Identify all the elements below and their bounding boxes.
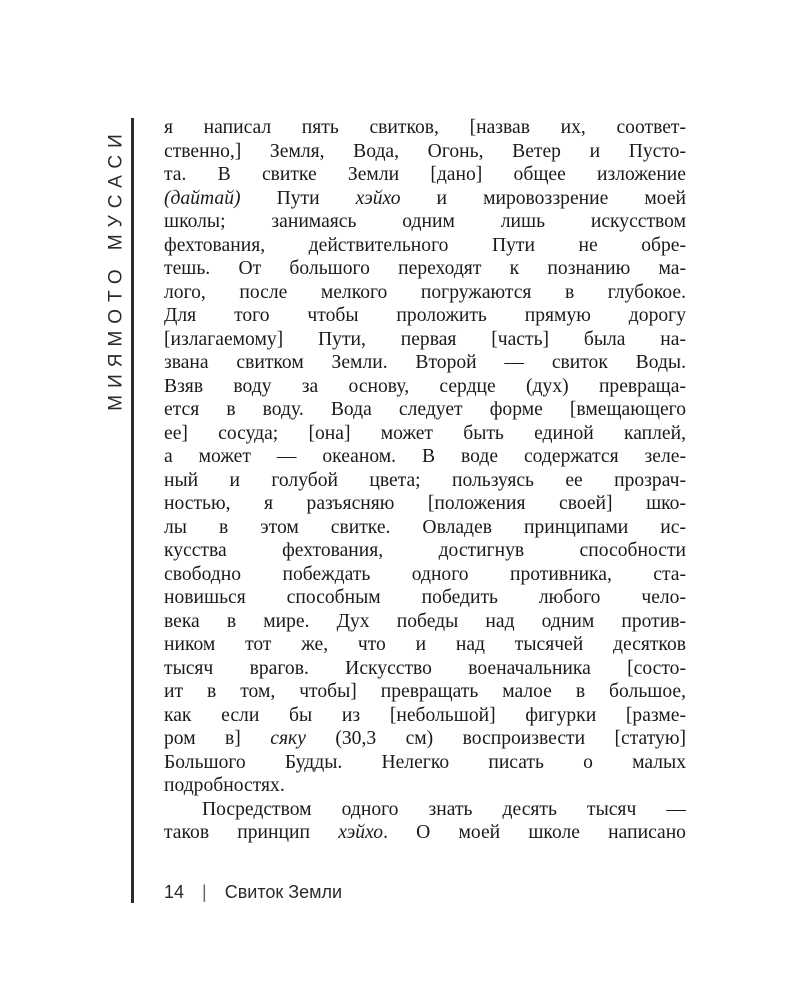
text-line: (дайтай) Пути хэйхо и мировоззрение моей [164,187,687,209]
text-line: а может — океаном. В воде содержатся зеле- [164,446,686,467]
running-head-text: МИЯМОТО МУСАСИ [106,127,127,411]
text-line: ностью, я разъясняю [положения своей] шко- [164,493,686,514]
text-line: Посредством одного знать десять тысяч — [202,798,686,820]
text-line: ный и голубой цвета; пользуясь ее прозрач- [164,469,686,491]
text-line: лы в этом свитке. Овладев принципами ис- [164,516,686,538]
text-line: ником тот же, что и над тысячей десятков [164,634,686,655]
text-line: Для того чтобы проложить прямую дорогу [164,305,686,326]
text-line: ит в том, чтобы] превращать малое в большое, [164,681,686,702]
footer-separator: | [202,882,207,902]
text-line: лого, после мелкого погружаются в глубокое. [164,281,686,303]
text-line: тешь. От большого переходят к познанию ма- [164,258,686,279]
text-line: тысяч врагов. Искусство военачальника [состо- [164,657,686,679]
text-line: Взяв воду за основу, сердце (дух) превраща- [164,375,686,397]
text-line: ется в воду. Вода следует форме [вмещающего [164,399,686,420]
section-title: Свиток Земли [224,882,343,902]
text-line: звана свитком Земли. Второй — свиток Воды. [164,352,686,373]
text-line: ственно,] Земля, Вода, Огонь, Ветер и Пусто- [164,140,686,162]
text-line: века в мире. Дух победы над одним против- [164,610,686,632]
text-line: свободно побеждать одного противника, ста- [164,563,686,585]
running-head [104,118,130,420]
vertical-rule [131,118,134,903]
text-line: [излагаемому] Пути, первая [часть] была на- [164,328,686,350]
page-footer [164,882,342,903]
text-line: новишься способным победить любого чело- [164,587,686,608]
text-line: кусства фехтования, достигнув способности [164,540,686,561]
text-line: подробностях. [164,775,285,796]
text-line: ее] сосуда; [она] может быть единой каплей, [164,422,686,444]
text-line: ром в] сяку (30,3 см) воспроизвести [статую] [164,728,686,749]
text-line: фехтования, действительного Пути не обре- [164,234,686,256]
text-line: как если бы из [небольшой] фигурки [разме- [164,704,686,726]
text-line: та. В свитке Земли [дано] общее изложение [164,164,686,185]
page-number: 14 [164,882,185,902]
text-line: я написал пять свитков, [назвав их, соответ- [164,117,686,138]
text-line: Большого Будды. Нелегко писать о малых [164,751,686,773]
body-text [164,116,686,845]
text-line: таков принцип хэйхо. О моей школе написано [164,822,686,843]
text-line: школы; занимаясь одним лишь искусством [164,211,686,232]
